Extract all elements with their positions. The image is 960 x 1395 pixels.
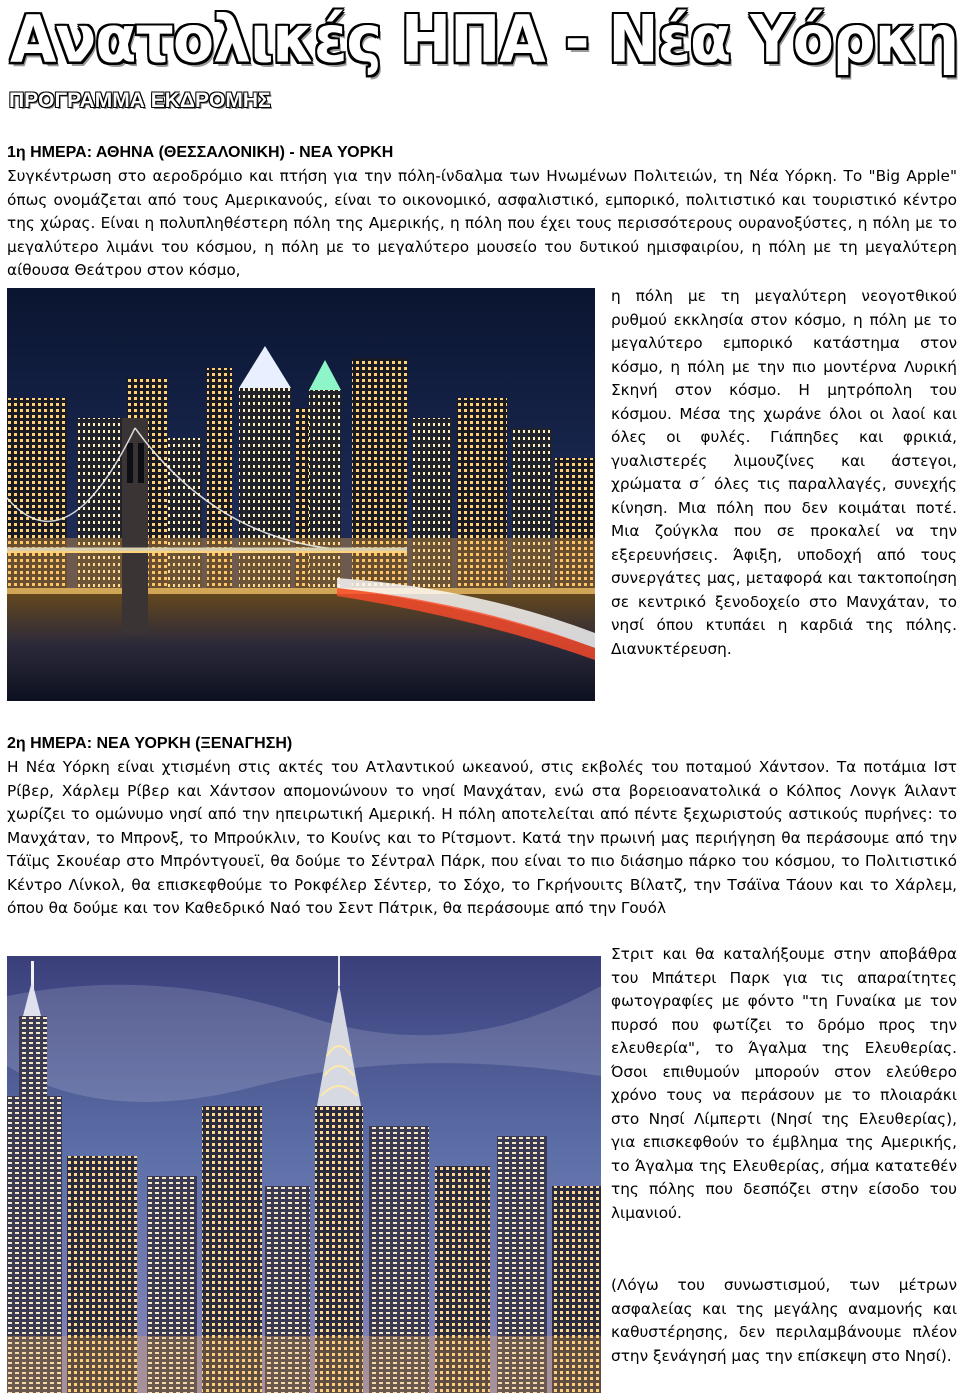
day1-heading: 1η ΗΜΕΡΑ: ΑΘΗΝΑ (ΘΕΣΣΑΛΟΝΙΚΗ) - ΝΕΑ ΥΟΡΚΗ (7, 144, 394, 161)
brooklyn-bridge-night-photo (7, 288, 595, 701)
day2-text-side: Στριτ και θα καταλήξουμε στην αποβάθρα του Μπάτερι Παρκ για τις απαραίτητες φωτογραφίες με φόντο "τη Γυναίκα με τον πυρσό που φωτίζει το δρόμο προς την ελευθερία", το Άγαλμα της Ελευθερίας. Όσοι επιθυμούν μπορούν στον ελεύθερο χρόνο τους να περάσουν με το πλοιαράκι στο Νησί Λίμπερτι (Νησί της Ελευθερίας), για επισκεφθούν το έμβλημα της Αμερικής, το Άγαλμα της Ελευθερίας, σήμα κατατεθέν της πόλης που δεσπόζει στην είσοδο του λιμανιού. (611, 945, 957, 1222)
day2-heading: 2η ΗΜΕΡΑ: ΝΕΑ ΥΟΡΚΗ (ΞΕΝΑΓΗΣΗ) (7, 735, 293, 752)
page-subtitle: ΠΡΟΓΡΑΜΜΑ ΕΚΔΡΟΜΗΣ (9, 89, 271, 112)
manhattan-dusk-photo (7, 956, 601, 1393)
day2-text-full: Η Νέα Υόρκη είναι χτισμένη στις ακτές του Ατλαντικού ωκεανού, στις εκβολές του ποταμού Χάντσον. Τα ποτάμια Ιστ Ρίβερ, Χάρλεμ Ρίβερ και Χάντσον απομονώνουν το νησί Μανχάταν, ενώ στα βορειοανατολικά ο Κόλπος Λονγκ Άιλαντ χωρίζει το ομώνυμο νησί από την ηπειρωτική Αμερική. Η πόλη αποτελείται από πέντε ξεχωριστούς αστικούς πυρήνες: το Μανχάταν, το Μπρονξ, το Μπρούκλιν, το Κουίνς και το Ρίτσμοντ. Κατά την πρωινή μας περιήγηση θα περάσουμε από την Τάϊμς Σκουέαρ στο Μπρόντγουεϊ, θα δούμε το Σέντραλ Πάρκ, που είναι το πιο διάσημο πάρκο του κόσμου, το Πολιτιστικό Κέντρο Λίνκολ, θα επισκεφθούμε το Ροκφέλερ Σέντερ, το Σόχο, το Γκρήνουιτς Βίλατζ, την Τσάϊνα Τάουν και το Χάρλεμ, όπου θα δούμε και τον Καθεδρικό Ναό του Σεντ Πάτρικ, θα περάσουμε από την Γουόλ (7, 758, 957, 917)
day2-text-note: (Λόγω του συνωστισμού, των μέτρων ασφαλείας και της μεγάλης αναμονής και καθυστέρησης, δεν περιλαμβάνουμε πλέον στην ξενάγησή μας την επίσκεψη στο Νησί). (611, 1276, 957, 1365)
day1-text-full: Συγκέντρωση στο αεροδρόμιο και πτήση για την πόλη-ίνδαλμα των Ηνωμένων Πολιτειών, τη Νέα Υόρκη. Το "Big Apple" όπως ονομάζεται από τους Αμερικανούς, είναι το οικονομικό, ασφαλιστικό, εμπορικό, πολιτιστικό και τουριστικό κέντρο της χώρας. Είναι η πολυπληθέστερη πόλη της Αμερικής, η πόλη που έχει τους περισσότερους ουρανοξύστες, η πόλη με το μεγαλύτερο λιμάνι του κόσμου, η πόλη με το μεγαλύτερο μουσείο του δυτικού ημισφαιρίου, η πόλη με τη μεγαλύτερη αίθουσα Θεάτρου στον κόσμο, (7, 167, 957, 279)
day1-text-side: η πόλη με τη μεγαλύτερη νεογοτθικού ρυθμού εκκλησία στον κόσμο, η πόλη με το μεγαλύτερο εμπορικό κατάστημα στον κόσμο, η πόλη με την πιο μοντέρνα Λυρική Σκηνή στον κόσμο. Η μητρόπολη του κόσμου. Μέσα της χωράνε όλοι οι λαοί και όλες οι φυλές. Γιάπηδες και φρικιά, γυαλιστερές λιμουζίνες και άστεγοι, χρώματα σ΄ όλες τις παραλλαγές, συνεχής κίνηση. Μια πόλη που δεν κοιμάται ποτέ. Μια ζούγκλα που σε προκαλεί να την εξερευνήσεις. Άφιξη, υποδοχή από τους συνεργάτες μας, μεταφορά και τακτοποίηση σε κεντρικό ξενοδοχείο στο Μανχάταν, το νησί όπου κτυπάει η καρδιά της πόλης. Διανυκτέρευση. (611, 287, 957, 658)
page-title: Ανατολικές ΗΠΑ - Νέα Υόρκη (10, 2, 959, 78)
